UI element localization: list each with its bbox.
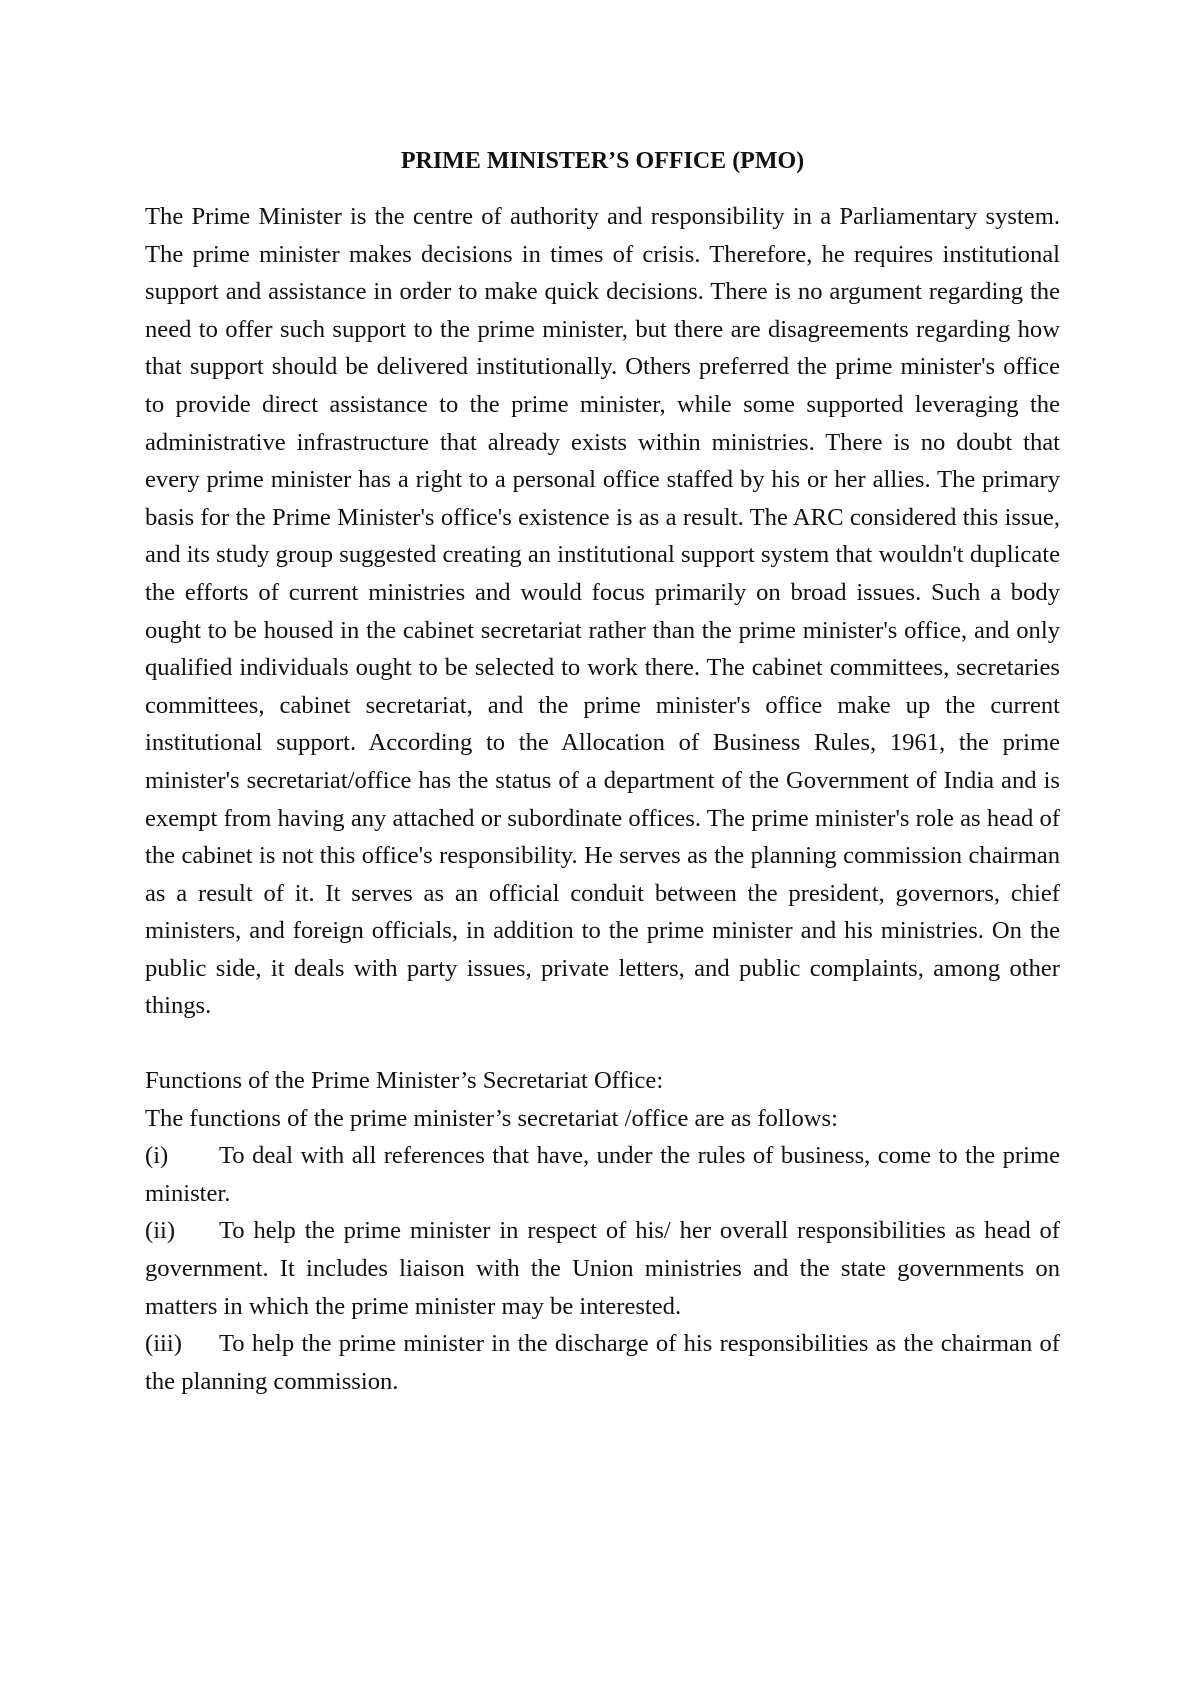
document-page: [145, 146, 1060, 1400]
document-title: PRIME MINISTER’S OFFICE (PMO): [400, 148, 805, 174]
function-text: To help the prime minister in respect of his/ her overall responsibilities as head of government. It includes liaison with the Union ministries and the state governments on matters in which the prime minister may be interested.: [145, 1217, 1060, 1320]
function-number: (ii): [145, 1217, 176, 1245]
function-item: [145, 1137, 1060, 1212]
body-paragraph: The Prime Minister is the centre of authority and responsibility in a Parliamentary system. The prime minister makes decisions in times of crisis. Therefore, he requires institutional support and assistance in order to make quick decisions. There is no argument regarding the need to offer such support to the prime minister, but there are disagreements regarding how that support should be delivered institutionally. Others preferred the prime minister's office to provide direct assistance to the prime minister, while some supported leveraging the administrative infrastructure that already exists within ministries. There is no doubt that every prime minister has a right to a personal office staffed by his or her allies. The primary basis for the Prime Minister's office's existence is as a result. The ARC considered this issue, and its study group suggested creating an institutional support system that wouldn't duplicate the efforts of current ministries and would focus primarily on broad issues. Such a body ought to be housed in the cabinet secretariat rather than the prime minister's office, and only qualified individuals ought to be selected to work there. The cabinet committees, secretaries committees, cabinet secretariat, and the prime minister's office make up the current institutional support. According to the Allocation of Business Rules, 1961, the prime minister's secretariat/office has the status of a department of the Government of India and is exempt from having any attached or subordinate offices. The prime minister's role as head of the cabinet is not this office's responsibility. He serves as the planning commission chairman as a result of it. It serves as an official conduit between the president, governors, chief ministers, and foreign officials, in addition to the prime minister and his ministries. On the public side, it deals with party issues, private letters, and public complaints, among other things.: [145, 203, 1060, 1020]
function-text: To help the prime minister in the discharge of his responsibilities as the chairman of the planning commission.: [145, 1330, 1060, 1395]
functions-intro: The functions of the prime minister’s secretariat /office are as follows:: [145, 1104, 838, 1132]
function-text: To deal with all references that have, under the rules of business, come to the prime minister.: [145, 1142, 1060, 1207]
function-item: [145, 1325, 1060, 1400]
function-number: (iii): [145, 1330, 182, 1358]
function-item: [145, 1212, 1060, 1325]
functions-list: [145, 1137, 1060, 1400]
function-number: (i): [145, 1142, 169, 1170]
functions-heading: Functions of the Prime Minister’s Secretariat Office:: [145, 1067, 664, 1095]
paragraph-spacer: [145, 1025, 1060, 1062]
